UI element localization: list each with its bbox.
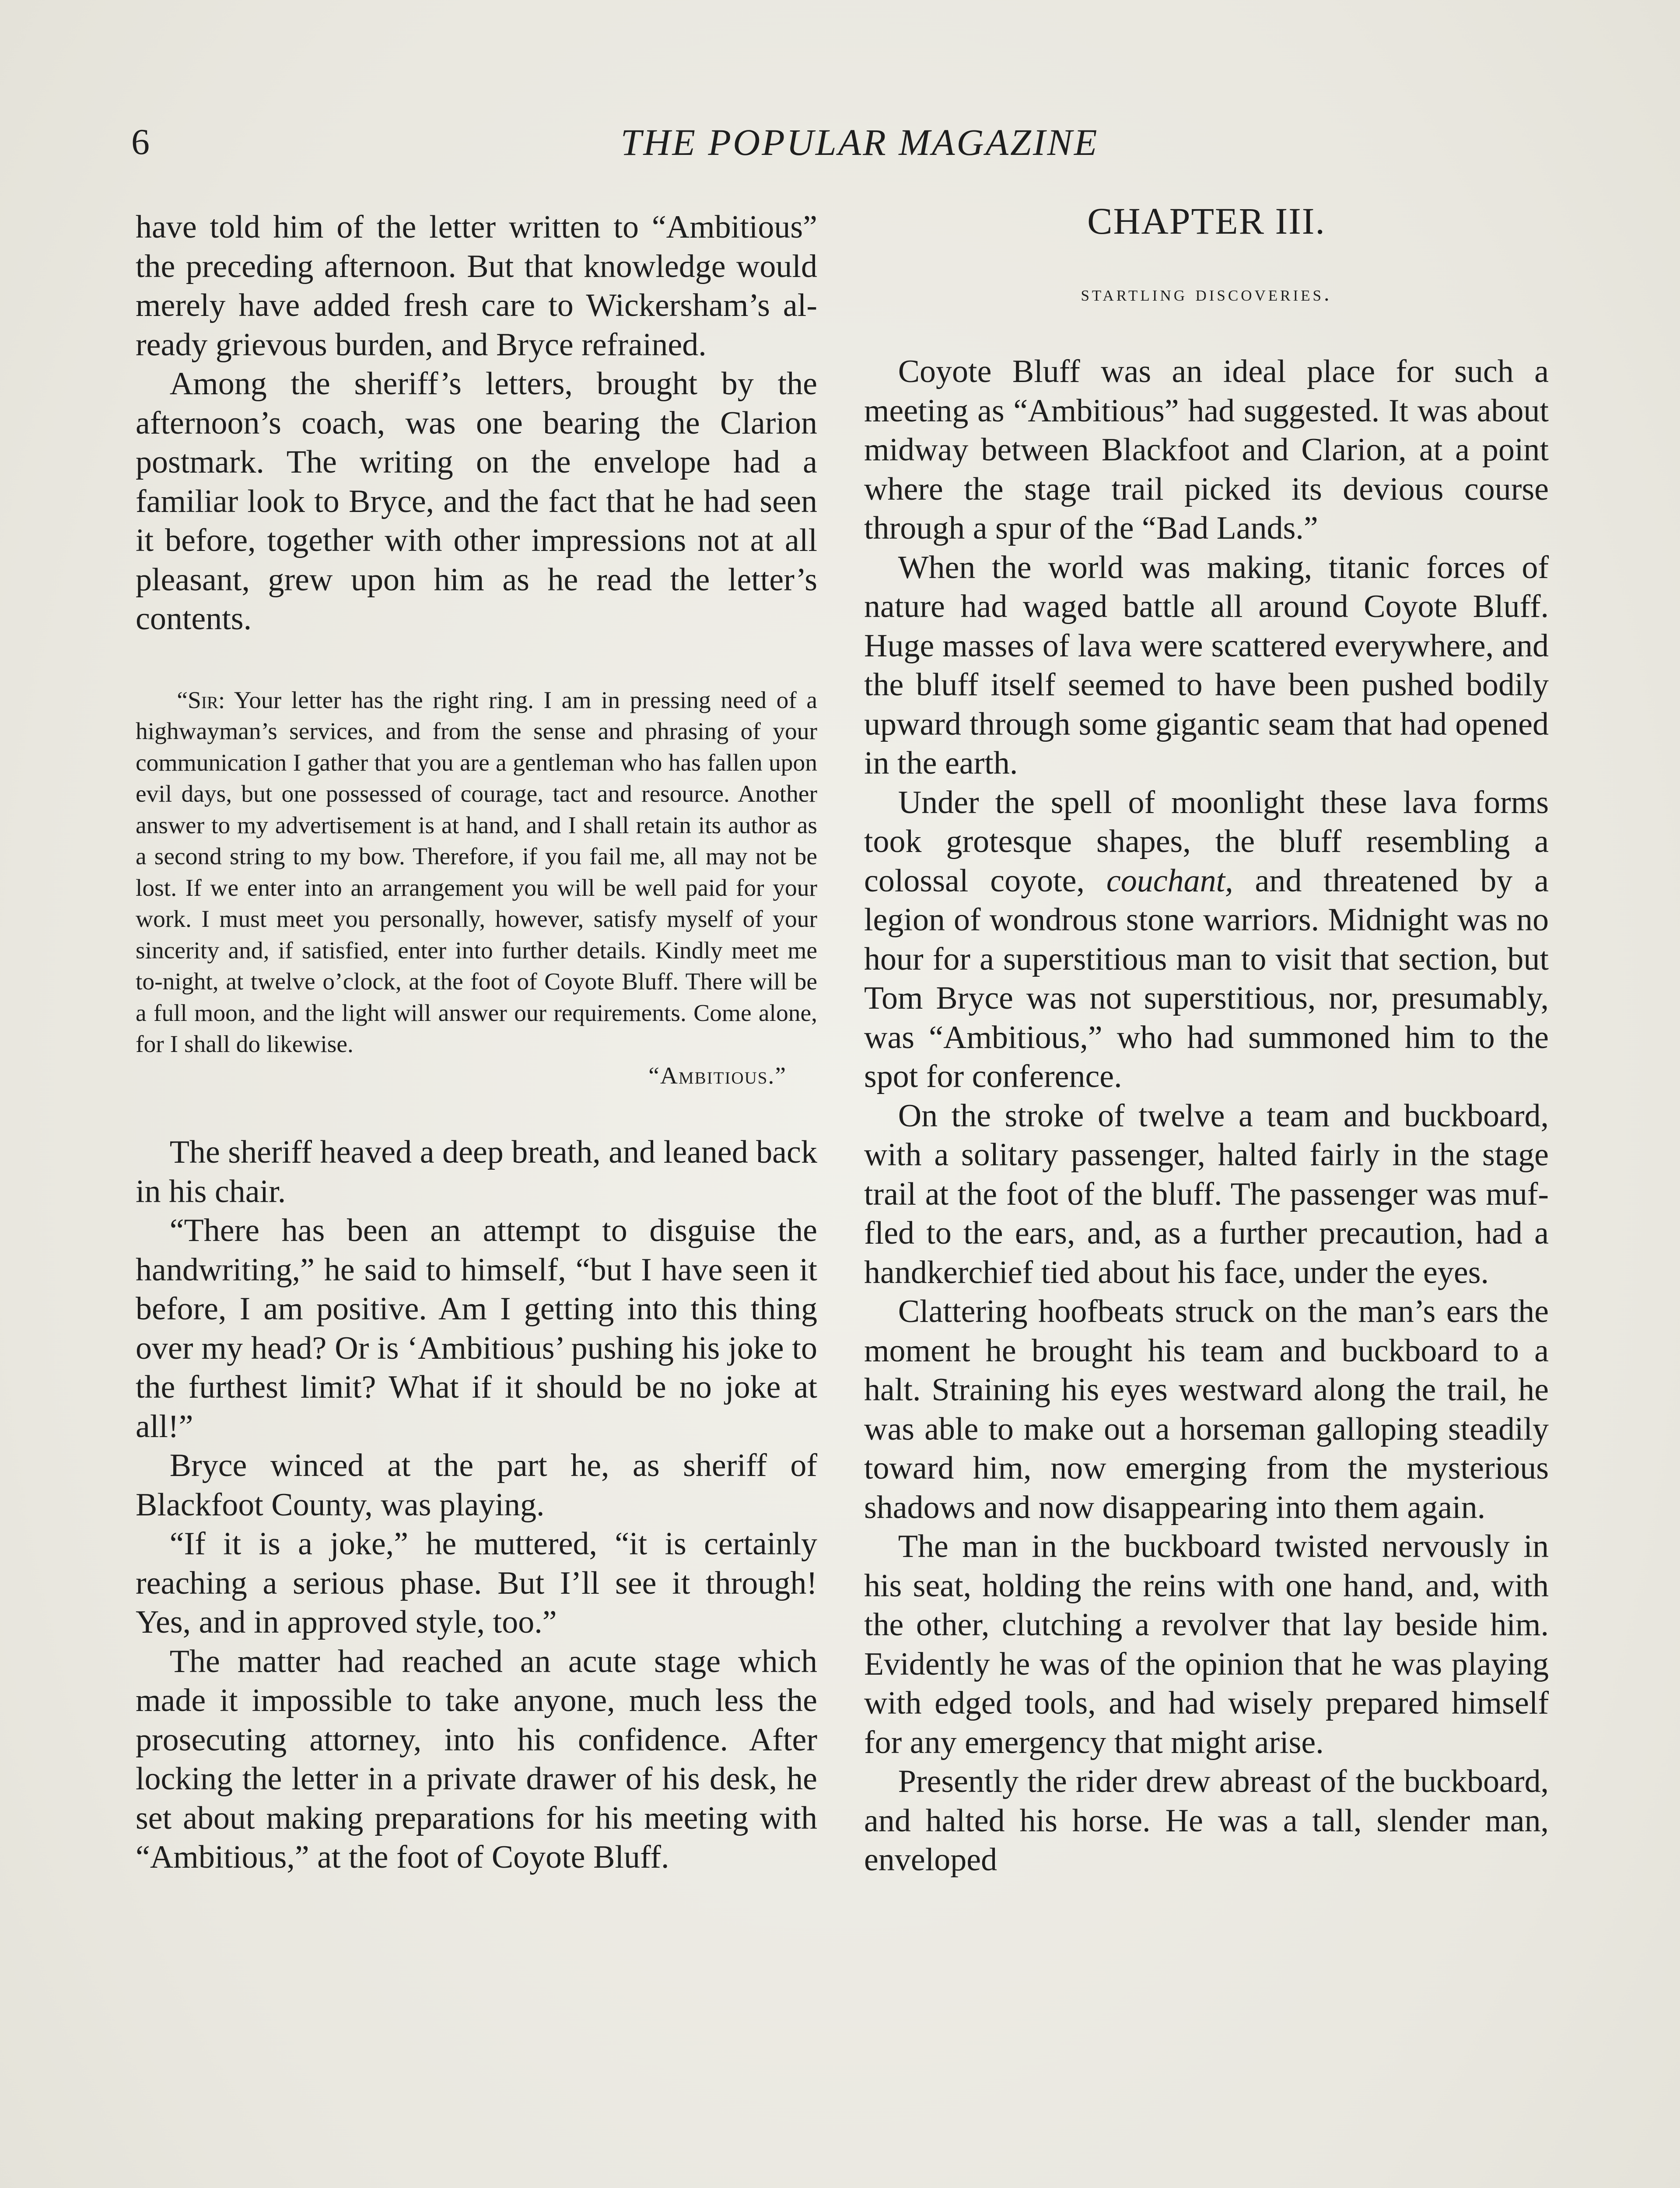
paragraph: Bryce winced at the part he, as sheriff of Blackfoot County, was playing. (136, 1448, 817, 1523)
paragraph: The sheriff heaved a deep breath, and leaned back in his chair. (136, 1134, 817, 1210)
page-number: 6 (131, 122, 150, 162)
paragraph: Among the sheriff’s letters, brought by the afternoon’s coach, was one bearing the Clarion postmark. The writing on the envelope had a familiar look to Bryce, and the fact that he had seen it before, together with other impressions not at all pleasant, grew upon him as he read the letter’s contents. (136, 366, 817, 637)
paragraph: Under the spell of moonlight these lava forms took grotesque shapes, the bluff resembling a colossal coyote, couchant, and threatened by a legion of wondrous stone warriors. Midnight was no hour for a superstitious man to visit that section, but Tom Bryce was not superstitious, nor, presumably, was “Ambitious,” who had summoned him to the spot for conference. (864, 784, 1549, 1094)
paragraph: Clattering hoofbeats struck on the man’s ears the moment he brought his team and buckboard to a halt. Straining his eyes westward along the trail, he was able to make out a horseman galloping steadily toward him, now emerging from the mysterious shadows and now disappearing into them again. (864, 1294, 1549, 1525)
chapter-title: CHAPTER III. (1087, 200, 1326, 242)
paragraph: “If it is a joke,” he muttered, “it is certainly reaching a serious phase. But I’ll see it through! Yes, and in approved style, too.” (136, 1526, 817, 1640)
paragraph: have told him of the letter written to “Ambitious” the preceding afternoon. But that knowledge would merely have added fresh care to Wickersham’s already grievous burden, and Bryce refrained. (136, 209, 817, 363)
letter-signature: “Ambitious.” (648, 1062, 787, 1089)
paragraph: Coyote Bluff was an ideal place for such a meeting as “Ambitious” had suggested. It was about midway between Blackfoot and Clarion, at a point where the stage trail picked its devious course through a spur of the “Bad Lands.” (864, 354, 1549, 546)
paragraph: Presently the rider drew abreast of the buckboard, and halted his horse. He was a tall, slender man, enveloped (864, 1764, 1549, 1878)
quoted-letter (136, 685, 817, 1092)
letter-salutation: “Sir: (177, 687, 225, 714)
paragraph: The man in the buckboard twisted nervously in his seat, holding the reins with one hand, and, with the other, clutching a revolver that lay beside him. Evidently he was of the opinion that he was playing with edged tools, and had wisely prepared himself for any emergency that might arise. (864, 1529, 1549, 1760)
paragraph: When the world was making, titanic forces of nature had waged battle all around Coyote Bluff. Huge masses of lava were scattered everywhere, and the bluff itself seemed to have been pushed bodily upward through some gigantic seam that had opened in the earth. (864, 549, 1549, 781)
italic-word: couchant, (1106, 863, 1233, 899)
left-column (136, 208, 817, 1877)
letter-body: Your letter has the right ring. I am in pressing need of a highwayman’s services, and from the sense and phrasing of your communication I gather that you are a gentleman who has fallen upon evil days, but one possessed of courage, tact and resource. Another answer to my advertisement is at hand, and I shall retain its author as a second string to my bow. Therefore, if you fail me, all may not be lost. If we enter into an arrangement you will be well paid for your work. I must meet you personally, however, satisfy myself of your sincerity and, if satisfied, enter into further details. Kindly meet me to-night, at twelve o’clock, at the foot of Coyote Bluff. There will be a full moon, and the light will answer our requirements. Come alone, for I shall do likewise. (136, 687, 817, 1058)
paragraph: On the stroke of twelve a team and buckboard, with a solitary passenger, halted fairly in the stage trail at the foot of the bluff. The passenger was muffled to the ears, and, as a further precaution, had a handkerchief tied about his face, under the eyes. (864, 1098, 1549, 1290)
paragraph: The matter had reached an acute stage which made it impossible to take anyone, much less the prosecuting attorney, into his confidence. After locking the letter in a private drawer of his desk, he set about making preparations for his meeting with “Ambitious,” at the foot of Coyote Bluff. (136, 1643, 817, 1875)
chapter-subtitle: startling discoveries. (1081, 281, 1332, 305)
letter-body-paragraph (136, 685, 817, 1060)
right-column (864, 200, 1549, 1880)
running-head: THE POPULAR MAGAZINE (620, 121, 1099, 163)
paragraph: “There has been an attempt to disguise the handwriting,” he said to himself, “but I have seen it before, I am positive. Am I getting into this thing over my head? Or is ‘Ambitious’ pushing his joke to the furthest limit? What if it should be no joke at all!” (136, 1213, 817, 1445)
